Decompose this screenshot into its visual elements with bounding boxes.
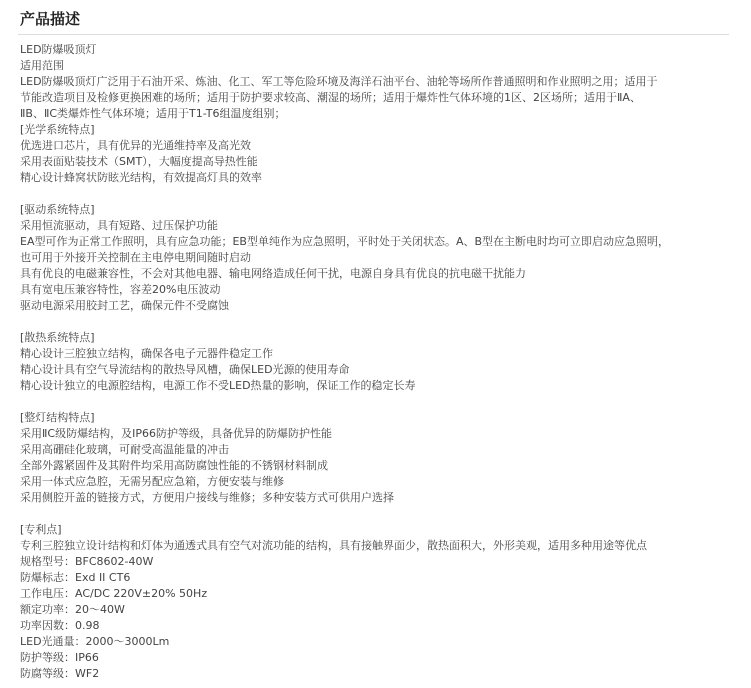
- section-heading: [光学系统特点]: [20, 123, 95, 136]
- title-divider: [18, 34, 729, 35]
- description-line: 驱动电源采用胶封工艺，确保元件不受腐蚀: [20, 299, 229, 312]
- description-line: LED防爆吸顶灯广泛用于石油开采、炼油、化工、军工等危险环境及海洋石油平台、油轮等场所作普通照明和作业照明之用；适用于: [20, 75, 658, 88]
- description-line: LED光通量：2000～3000Lm: [20, 635, 170, 648]
- section-heading: [专利点]: [20, 523, 62, 536]
- description-line: 防腐等级：WF2: [20, 667, 100, 680]
- description-line: 功率因数：0.98: [20, 619, 100, 632]
- description-line: ⅡB、ⅡC类爆炸性气体环境；适用于T1-T6组温度组别；: [20, 107, 286, 120]
- page-title: 产品描述: [20, 10, 81, 28]
- section-heading: [驱动系统特点]: [20, 203, 95, 216]
- description-line: 节能改造项目及检修更换困难的场所；适用于防护要求较高、潮湿的场所；适用于爆炸性气体环境的1区、2区场所；适用于ⅡA、: [20, 91, 641, 104]
- description-line: LED防爆吸顶灯: [20, 43, 97, 56]
- section-heading: [整灯结构特点]: [20, 411, 95, 424]
- description-line: 具有优良的电磁兼容性，不会对其他电器、输电网络造成任何干扰，电源自身具有优良的抗电磁干扰能力: [20, 267, 526, 280]
- description-line: 规格型号：BFC8602-40W: [20, 555, 154, 568]
- description-line: 采用ⅡC级防爆结构，及IP66防护等级，具备优异的防爆防护性能: [20, 427, 332, 440]
- description-line: 采用恒流驱动，具有短路、过压保护功能: [20, 219, 218, 232]
- blank-line: [20, 314, 730, 330]
- blank-line: [20, 506, 730, 522]
- description-line: 优选进口芯片，具有优异的光通维持率及高光效: [20, 139, 251, 152]
- description-line: 精心设计蜂窝状防眩光结构，有效提高灯具的效率: [20, 171, 262, 184]
- description-line: 工作电压：AC/DC 220V±20% 50Hz: [20, 587, 208, 600]
- description-line: 精心设计三腔独立结构，确保各电子元器件稳定工作: [20, 347, 273, 360]
- description-line: 适用范围: [20, 59, 64, 72]
- section-heading: [散热系统特点]: [20, 331, 95, 344]
- description-line: 采用侧腔开盖的链接方式，方便用户接线与维修；多种安装方式可供用户选择: [20, 491, 394, 504]
- description-line: 全部外露紧固件及其附件均采用高防腐蚀性能的不锈钢材料制成: [20, 459, 328, 472]
- description-body: [20, 42, 730, 682]
- description-line: 也可用于外接开关控制在主电停电期间随时启动: [20, 251, 251, 264]
- description-line: 采用表面贴装技术（SMT），大幅度提高导热性能: [20, 155, 258, 168]
- blank-line: [20, 394, 730, 410]
- blank-line: [20, 186, 730, 202]
- description-line: 额定功率：20～40W: [20, 603, 125, 616]
- description-line: 采用一体式应急腔，无需另配应急箱，方便安装与维修: [20, 475, 284, 488]
- description-line: 采用高硼硅化玻璃，可耐受高温能量的冲击: [20, 443, 229, 456]
- description-line: 专利三腔独立设计结构和灯体为通透式具有空气对流功能的结构，具有接触界面少，散热面积大，外形美观，适用多种用途等优点: [20, 539, 647, 552]
- description-line: 防护等级：IP66: [20, 651, 99, 664]
- description-line: 精心设计具有空气导流结构的散热导风槽，确保LED光源的使用寿命: [20, 363, 350, 376]
- description-line: 防爆标志：Exd II CT6: [20, 571, 131, 584]
- description-line: EA型可作为正常工作照明，具有应急功能；EB型单纯作为应急照明，平时处于关闭状态。A、B型在主断电时均可立即启动应急照明，: [20, 235, 670, 248]
- description-line: 具有宽电压兼容特性，容差20%电压波动: [20, 283, 221, 296]
- description-line: 精心设计独立的电源腔结构，电源工作不受LED热量的影响，保证工作的稳定长寿: [20, 379, 416, 392]
